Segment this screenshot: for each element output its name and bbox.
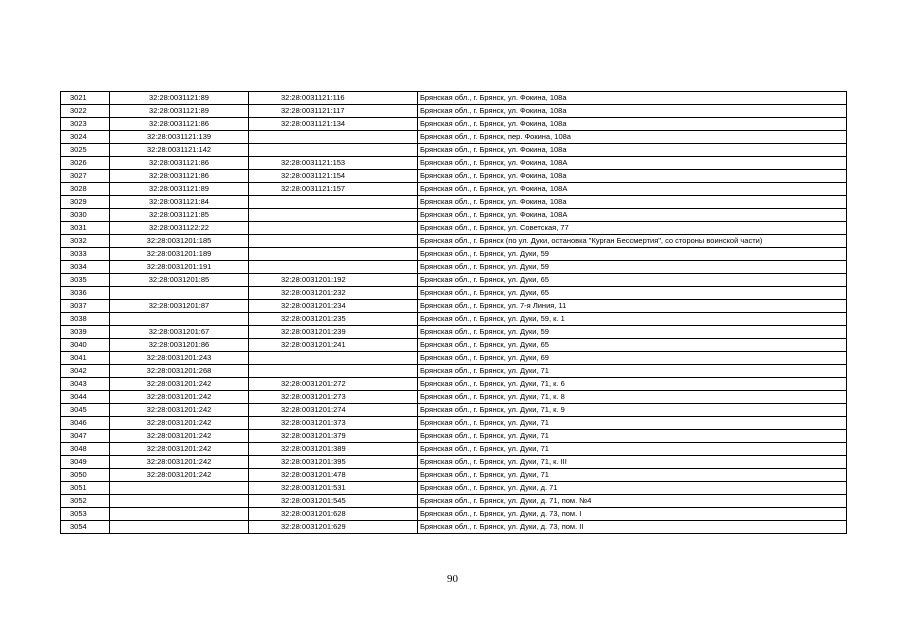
address-cell: Брянская обл., г. Брянск, пер. Фокина, 108а xyxy=(418,131,847,144)
object-cadastral-number-cell: 32:28:0031201:629 xyxy=(249,521,418,534)
land-cadastral-number-cell xyxy=(110,521,249,534)
object-cadastral-number-cell: 32:28:0031121:134 xyxy=(249,118,418,131)
row-number-cell: 3032 xyxy=(61,235,110,248)
table-row xyxy=(61,235,847,248)
address-cell: Брянская обл., г. Брянск, ул. Фокина, 108а xyxy=(418,105,847,118)
land-cadastral-number-cell: 32:28:0031201:86 xyxy=(110,339,249,352)
object-cadastral-number-cell xyxy=(249,261,418,274)
table-row xyxy=(61,508,847,521)
land-cadastral-number-cell: 32:28:0031121:84 xyxy=(110,196,249,209)
row-number-cell: 3024 xyxy=(61,131,110,144)
object-cadastral-number-cell: 32:28:0031201:272 xyxy=(249,378,418,391)
address-cell: Брянская обл., г. Брянск, ул. Дуки, 71, к. 6 xyxy=(418,378,847,391)
object-cadastral-number-cell: 32:28:0031201:239 xyxy=(249,326,418,339)
land-cadastral-number-cell xyxy=(110,508,249,521)
row-number-cell: 3033 xyxy=(61,248,110,261)
address-cell: Брянская обл., г. Брянск, ул. Дуки, 71 xyxy=(418,430,847,443)
row-number-cell: 3043 xyxy=(61,378,110,391)
table-row xyxy=(61,196,847,209)
land-cadastral-number-cell: 32:28:0031201:185 xyxy=(110,235,249,248)
land-cadastral-number-cell: 32:28:0031201:242 xyxy=(110,391,249,404)
object-cadastral-number-cell: 32:28:0031201:395 xyxy=(249,456,418,469)
land-cadastral-number-cell: 32:28:0031201:242 xyxy=(110,456,249,469)
address-cell: Брянская обл., г. Брянск, ул. Дуки, 71 xyxy=(418,417,847,430)
row-number-cell: 3036 xyxy=(61,287,110,300)
land-cadastral-number-cell: 32:28:0031121:86 xyxy=(110,170,249,183)
address-cell: Брянская обл., г. Брянск, ул. Фокина, 108А xyxy=(418,157,847,170)
row-number-cell: 3038 xyxy=(61,313,110,326)
address-cell: Брянская обл., г. Брянск, ул. Дуки, д. 73, пом. II xyxy=(418,521,847,534)
land-cadastral-number-cell xyxy=(110,482,249,495)
row-number-cell: 3039 xyxy=(61,326,110,339)
object-cadastral-number-cell xyxy=(249,196,418,209)
address-cell: Брянская обл., г. Брянск, ул. Дуки, 59 xyxy=(418,261,847,274)
row-number-cell: 3021 xyxy=(61,92,110,105)
table-row xyxy=(61,495,847,508)
land-cadastral-number-cell: 32:28:0031201:242 xyxy=(110,417,249,430)
address-cell: Брянская обл., г. Брянск, ул. Дуки, 69 xyxy=(418,352,847,365)
row-number-cell: 3040 xyxy=(61,339,110,352)
row-number-cell: 3045 xyxy=(61,404,110,417)
row-number-cell: 3048 xyxy=(61,443,110,456)
land-cadastral-number-cell: 32:28:0031201:85 xyxy=(110,274,249,287)
row-number-cell: 3046 xyxy=(61,417,110,430)
table-row xyxy=(61,209,847,222)
row-number-cell: 3049 xyxy=(61,456,110,469)
row-number-cell: 3034 xyxy=(61,261,110,274)
row-number-cell: 3028 xyxy=(61,183,110,196)
address-cell: Брянская обл., г. Брянск, ул. Дуки, 59, к. 1 xyxy=(418,313,847,326)
table-row xyxy=(61,248,847,261)
table-row xyxy=(61,430,847,443)
row-number-cell: 3031 xyxy=(61,222,110,235)
row-number-cell: 3026 xyxy=(61,157,110,170)
land-cadastral-number-cell: 32:28:0031201:268 xyxy=(110,365,249,378)
object-cadastral-number-cell: 32:28:0031201:379 xyxy=(249,430,418,443)
land-cadastral-number-cell: 32:28:0031201:191 xyxy=(110,261,249,274)
land-cadastral-number-cell: 32:28:0031201:243 xyxy=(110,352,249,365)
row-number-cell: 3025 xyxy=(61,144,110,157)
row-number-cell: 3047 xyxy=(61,430,110,443)
address-cell: Брянская обл., г. Брянск, ул. Дуки, 59 xyxy=(418,248,847,261)
object-cadastral-number-cell xyxy=(249,365,418,378)
address-cell: Брянская обл., г. Брянск, ул. Фокина, 108а xyxy=(418,170,847,183)
table-row xyxy=(61,469,847,482)
table-row xyxy=(61,391,847,404)
table-row xyxy=(61,326,847,339)
table-row xyxy=(61,521,847,534)
table-row xyxy=(61,300,847,313)
object-cadastral-number-cell xyxy=(249,235,418,248)
object-cadastral-number-cell xyxy=(249,209,418,222)
table-row xyxy=(61,92,847,105)
table-row xyxy=(61,131,847,144)
row-number-cell: 3030 xyxy=(61,209,110,222)
row-number-cell: 3050 xyxy=(61,469,110,482)
land-cadastral-number-cell: 32:28:0031201:67 xyxy=(110,326,249,339)
address-cell: Брянская обл., г. Брянск, ул. Дуки, 71 xyxy=(418,469,847,482)
address-cell: Брянская обл., г. Брянск, ул. Фокина, 108А xyxy=(418,183,847,196)
table-row xyxy=(61,352,847,365)
land-cadastral-number-cell: 32:28:0031201:189 xyxy=(110,248,249,261)
cadastral-table xyxy=(60,91,847,534)
address-cell: Брянская обл., г. Брянск, ул. Дуки, д. 71 xyxy=(418,482,847,495)
address-cell: Брянская обл., г. Брянск, ул. Дуки, 71 xyxy=(418,443,847,456)
row-number-cell: 3044 xyxy=(61,391,110,404)
object-cadastral-number-cell xyxy=(249,131,418,144)
row-number-cell: 3022 xyxy=(61,105,110,118)
address-cell: Брянская обл., г. Брянск, ул. Дуки, 71 xyxy=(418,365,847,378)
address-cell: Брянская обл., г. Брянск, ул. Дуки, 71, к. 8 xyxy=(418,391,847,404)
object-cadastral-number-cell: 32:28:0031201:531 xyxy=(249,482,418,495)
cadastral-table-body xyxy=(61,92,847,534)
land-cadastral-number-cell: 32:28:0031121:85 xyxy=(110,209,249,222)
object-cadastral-number-cell: 32:28:0031201:628 xyxy=(249,508,418,521)
object-cadastral-number-cell xyxy=(249,352,418,365)
land-cadastral-number-cell: 32:28:0031121:86 xyxy=(110,118,249,131)
address-cell: Брянская обл., г. Брянск, ул. Дуки, 65 xyxy=(418,287,847,300)
address-cell: Брянская обл., г. Брянск, ул. Дуки, 59 xyxy=(418,326,847,339)
table-row xyxy=(61,222,847,235)
row-number-cell: 3035 xyxy=(61,274,110,287)
table-row xyxy=(61,482,847,495)
object-cadastral-number-cell: 32:28:0031121:157 xyxy=(249,183,418,196)
object-cadastral-number-cell: 32:28:0031121:117 xyxy=(249,105,418,118)
land-cadastral-number-cell: 32:28:0031201:242 xyxy=(110,378,249,391)
address-cell: Брянская обл., г. Брянск, ул. 7-я Линия, 11 xyxy=(418,300,847,313)
address-cell: Брянская обл., г. Брянск, ул. Дуки, 71, к. 9 xyxy=(418,404,847,417)
object-cadastral-number-cell: 32:28:0031201:234 xyxy=(249,300,418,313)
address-cell: Брянская обл., г. Брянск, ул. Дуки, 71, к. III xyxy=(418,456,847,469)
row-number-cell: 3053 xyxy=(61,508,110,521)
object-cadastral-number-cell: 32:28:0031201:389 xyxy=(249,443,418,456)
address-cell: Брянская обл., г. Брянск, ул. Фокина, 108а xyxy=(418,118,847,131)
object-cadastral-number-cell: 32:28:0031201:235 xyxy=(249,313,418,326)
row-number-cell: 3023 xyxy=(61,118,110,131)
table-row xyxy=(61,378,847,391)
object-cadastral-number-cell xyxy=(249,248,418,261)
table-row xyxy=(61,339,847,352)
page-number: 90 xyxy=(447,573,458,585)
object-cadastral-number-cell: 32:28:0031121:153 xyxy=(249,157,418,170)
address-cell: Брянская обл., г. Брянск, ул. Фокина, 108а xyxy=(418,196,847,209)
table-row xyxy=(61,261,847,274)
object-cadastral-number-cell: 32:28:0031201:232 xyxy=(249,287,418,300)
table-row xyxy=(61,287,847,300)
row-number-cell: 3029 xyxy=(61,196,110,209)
object-cadastral-number-cell: 32:28:0031201:373 xyxy=(249,417,418,430)
land-cadastral-number-cell xyxy=(110,313,249,326)
land-cadastral-number-cell: 32:28:0031201:242 xyxy=(110,469,249,482)
row-number-cell: 3037 xyxy=(61,300,110,313)
table-row xyxy=(61,404,847,417)
address-cell: Брянская обл., г. Брянск, ул. Фокина, 108А xyxy=(418,209,847,222)
table-row xyxy=(61,274,847,287)
address-cell: Брянская обл., г. Брянск (по ул. Дуки, остановка "Курган Бессмертия", со стороны воинской части) xyxy=(418,235,847,248)
row-number-cell: 3041 xyxy=(61,352,110,365)
address-cell: Брянская обл., г. Брянск, ул. Дуки, 65 xyxy=(418,274,847,287)
land-cadastral-number-cell: 32:28:0031121:142 xyxy=(110,144,249,157)
address-cell: Брянская обл., г. Брянск, ул. Дуки, 65 xyxy=(418,339,847,352)
object-cadastral-number-cell: 32:28:0031201:192 xyxy=(249,274,418,287)
address-cell: Брянская обл., г. Брянск, ул. Дуки, д. 73, пом. I xyxy=(418,508,847,521)
object-cadastral-number-cell: 32:28:0031201:273 xyxy=(249,391,418,404)
address-cell: Брянская обл., г. Брянск, ул. Дуки, д. 71, пом. №4 xyxy=(418,495,847,508)
table-row xyxy=(61,157,847,170)
land-cadastral-number-cell: 32:28:0031201:242 xyxy=(110,430,249,443)
row-number-cell: 3052 xyxy=(61,495,110,508)
table-row xyxy=(61,183,847,196)
land-cadastral-number-cell: 32:28:0031121:89 xyxy=(110,92,249,105)
land-cadastral-number-cell xyxy=(110,495,249,508)
object-cadastral-number-cell: 32:28:0031121:154 xyxy=(249,170,418,183)
object-cadastral-number-cell: 32:28:0031121:116 xyxy=(249,92,418,105)
row-number-cell: 3054 xyxy=(61,521,110,534)
object-cadastral-number-cell: 32:28:0031201:274 xyxy=(249,404,418,417)
table-row xyxy=(61,144,847,157)
land-cadastral-number-cell: 32:28:0031201:242 xyxy=(110,443,249,456)
row-number-cell: 3042 xyxy=(61,365,110,378)
row-number-cell: 3027 xyxy=(61,170,110,183)
table-row xyxy=(61,313,847,326)
table-row xyxy=(61,443,847,456)
land-cadastral-number-cell: 32:28:0031121:139 xyxy=(110,131,249,144)
table-row xyxy=(61,118,847,131)
table-row xyxy=(61,456,847,469)
land-cadastral-number-cell: 32:28:0031122:22 xyxy=(110,222,249,235)
table-row xyxy=(61,417,847,430)
object-cadastral-number-cell: 32:28:0031201:241 xyxy=(249,339,418,352)
table-row xyxy=(61,170,847,183)
address-cell: Брянская обл., г. Брянск, ул. Советская, 77 xyxy=(418,222,847,235)
object-cadastral-number-cell xyxy=(249,222,418,235)
land-cadastral-number-cell: 32:28:0031121:86 xyxy=(110,157,249,170)
land-cadastral-number-cell xyxy=(110,287,249,300)
land-cadastral-number-cell: 32:28:0031201:242 xyxy=(110,404,249,417)
land-cadastral-number-cell: 32:28:0031121:89 xyxy=(110,183,249,196)
address-cell: Брянская обл., г. Брянск, ул. Фокина, 108а xyxy=(418,92,847,105)
address-cell: Брянская обл., г. Брянск, ул. Фокина, 108а xyxy=(418,144,847,157)
row-number-cell: 3051 xyxy=(61,482,110,495)
table-row xyxy=(61,365,847,378)
land-cadastral-number-cell: 32:28:0031121:89 xyxy=(110,105,249,118)
table-row xyxy=(61,105,847,118)
object-cadastral-number-cell: 32:28:0031201:545 xyxy=(249,495,418,508)
object-cadastral-number-cell: 32:28:0031201:478 xyxy=(249,469,418,482)
object-cadastral-number-cell xyxy=(249,144,418,157)
land-cadastral-number-cell: 32:28:0031201:87 xyxy=(110,300,249,313)
